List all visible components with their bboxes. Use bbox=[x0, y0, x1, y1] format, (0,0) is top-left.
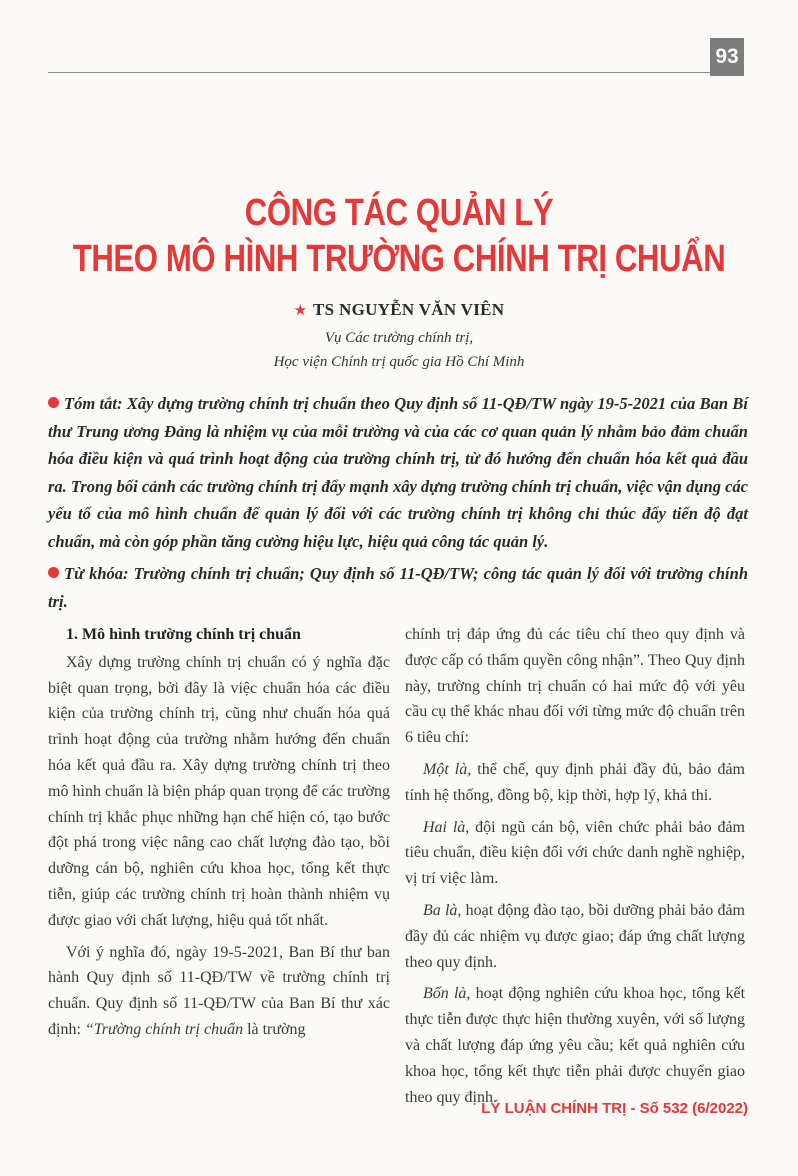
article-title-line1: CÔNG TÁC QUẢN LÝ bbox=[244, 192, 554, 234]
criterion-lead: Một là, bbox=[423, 760, 472, 778]
paragraph: Xây dựng trường chính trị chuẩn có ý nghĩa đặc biệt quan trọng, bởi đây là việc chuẩn hóa các điều kiện của trường chính trị, cũng như chuẩn hóa quá trình hoạt động của trường nhằm hướng đến chuẩn hóa kết quả đầu ra. Xây dựng trường chính trị theo mô hình chuẩn là biện pháp quan trọng để các trường chính trị khắc phục những hạn chế hiện có, tạo bước đột phá trong việc nâng cao chất lượng đào tạo, bồi dưỡng cán bộ, nghiên cứu khoa học, tổng kết thực tiễn, giúp các trường chính trị hoàn thành nhiệm vụ được giao với chất lượng, hiệu quả tốt nhất. bbox=[48, 653, 390, 929]
criterion-text: hoạt động nghiên cứu khoa học, tổng kết thực tiễn được thực hiện thường xuyên, với số lượng và chất lượng đáp ứng yêu cầu; kết quả nghiên cứu khoa học, tổng kết thực tiễn phải được chuyển giao theo quy định. bbox=[405, 985, 746, 1106]
author-name: TS NGUYỄN VĂN VIÊN bbox=[313, 300, 505, 319]
header-rule bbox=[48, 72, 710, 73]
criterion-lead: Ba là, bbox=[423, 901, 462, 919]
right-column bbox=[405, 622, 745, 1116]
bullet-icon bbox=[48, 567, 59, 578]
page-number: 93 bbox=[710, 38, 744, 76]
criterion-text: thể chế, quy định phải đầy đủ, bảo đảm tính hệ thống, đồng bộ, kịp thời, hợp lý, khả thi. bbox=[405, 760, 745, 804]
criterion-text: đội ngũ cán bộ, viên chức phải bảo đảm tiêu chuẩn, điều kiện đối với chức danh nghề nghiệp, vị trí việc làm. bbox=[405, 818, 745, 888]
paragraph bbox=[48, 940, 390, 1043]
criterion-4 bbox=[405, 981, 745, 1110]
criterion-2 bbox=[405, 815, 745, 892]
criterion-1 bbox=[405, 757, 745, 809]
author-affiliation-1: Vụ Các trường chính trị, bbox=[324, 330, 474, 346]
author-affiliation-2: Học viện Chính trị quốc gia Hồ Chí Minh bbox=[273, 354, 525, 370]
article-title-line2: THEO MÔ HÌNH TRƯỜNG CHÍNH TRỊ CHUẨN bbox=[72, 238, 726, 280]
paragraph-tail: là trường bbox=[243, 1020, 306, 1038]
abstract-text: Tóm tắt: Xây dựng trường chính trị chuẩn theo Quy định số 11-QĐ/TW ngày 19-5-2021 của Ban Bí thư Trung ương Đảng là nhiệm vụ của mỗi trường và của các cơ quan quản lý nhằm bảo đảm chuẩn hóa điều kiện và quá trình hoạt động của trường chính trị, từ đó hướng đến chuẩn hóa kết quả đầu ra. Trong bối cảnh các trường chính trị đẩy mạnh xây dựng trường chính trị chuẩn, việc vận dụng các yếu tố của mô hình chuẩn để quản lý đối với các trường chính trị không chỉ thúc đẩy tiến độ đạt chuẩn, mà còn góp phần tăng cường hiệu lực, hiệu quả công tác quản lý. bbox=[48, 394, 748, 551]
criterion-3 bbox=[405, 898, 745, 975]
paragraph: chính trị đáp ứng đủ các tiêu chí theo quy định và được cấp có thẩm quyền công nhận”. Theo Quy định này, trường chính trị chuẩn có hai mức độ với yêu cầu cụ thể khác nhau đối với từng mức độ chuẩn trên 6 tiêu chí: bbox=[405, 626, 745, 747]
section-heading: 1. Mô hình trường chính trị chuẩn bbox=[66, 626, 301, 643]
criterion-lead: Hai là, bbox=[423, 818, 470, 836]
keywords bbox=[48, 560, 748, 615]
criterion-text: hoạt động đào tạo, bồi dưỡng phải bảo đảm đầy đủ các nhiệm vụ được giao; đáp ứng chất lượng theo quy định. bbox=[405, 901, 746, 971]
criterion-lead: Bốn là, bbox=[423, 985, 471, 1003]
star-icon: ★ bbox=[293, 301, 308, 319]
journal-footer: LÝ LUẬN CHÍNH TRỊ - Số 532 (6/2022) bbox=[481, 1100, 748, 1117]
left-column bbox=[48, 622, 390, 1049]
paragraph-text: Với ý nghĩa đó, ngày 19-5-2021, Ban Bí thư ban hành Quy định số 11-QĐ/TW về trường chính trị chuẩn. Quy định số 11-QĐ/TW của Ban Bí thư xác định: bbox=[48, 943, 390, 1038]
quote-text: “Trường chính trị chuẩn bbox=[84, 1020, 244, 1038]
abstract bbox=[48, 390, 748, 555]
byline bbox=[0, 300, 798, 320]
bullet-icon bbox=[48, 397, 59, 408]
keywords-text: Từ khóa: Trường chính trị chuẩn; Quy định số 11-QĐ/TW; công tác quản lý đối với trường chính trị. bbox=[48, 564, 748, 611]
